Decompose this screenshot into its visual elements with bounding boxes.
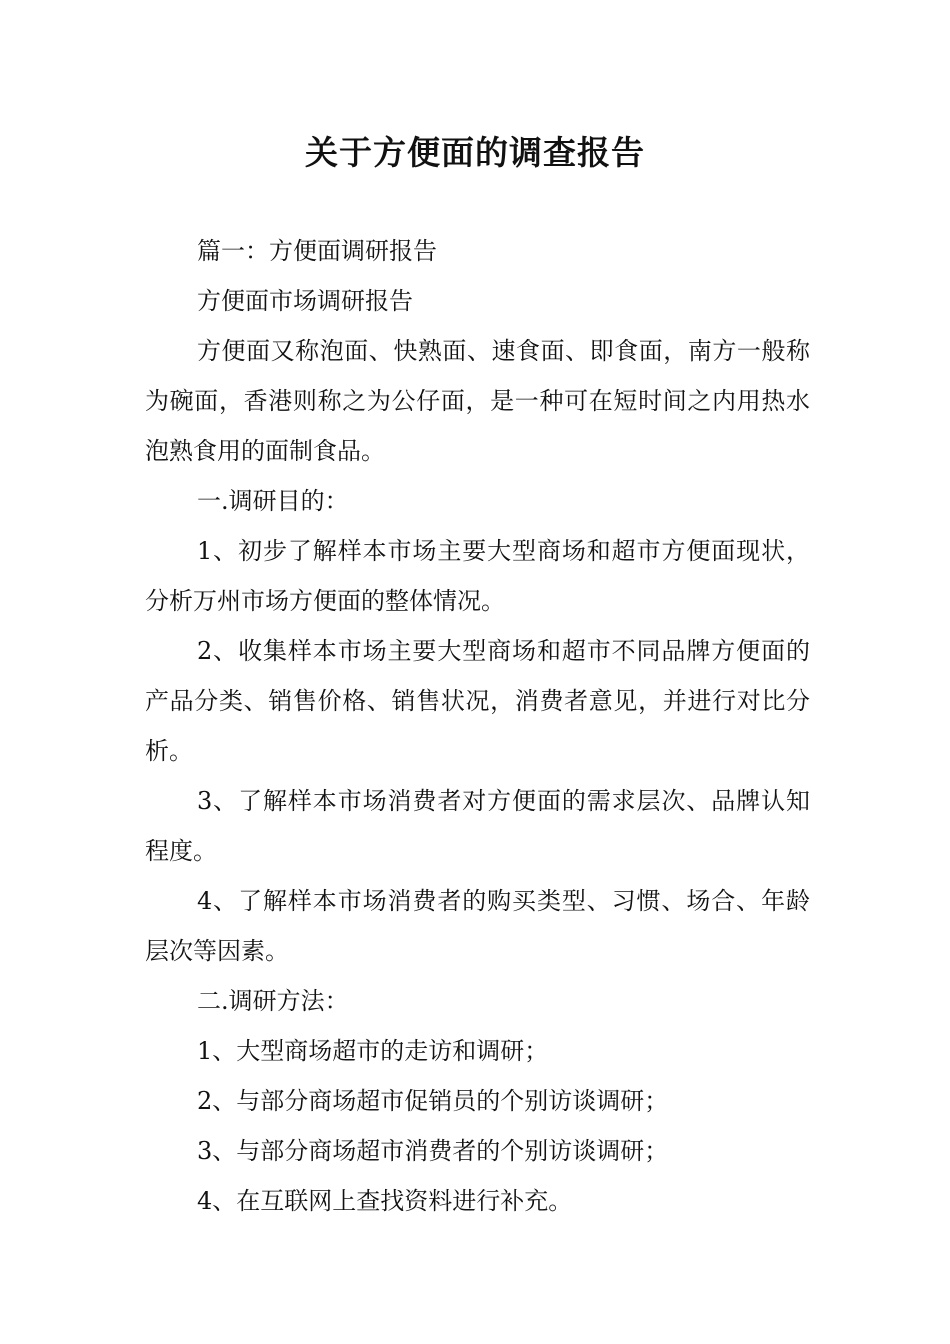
purpose-item-1: 1、初步了解样本市场主要大型商场和超市方便面现状，分析万州市场方便面的整体情况。	[145, 537, 810, 615]
purpose-item-3: 3、了解样本市场消费者对方便面的需求层次、品牌认知程度。	[145, 787, 810, 865]
purpose-item-4: 4、了解样本市场消费者的购买类型、习惯、场合、年龄层次等因素。	[145, 887, 810, 965]
method-item-1: 1、大型商场超市的走访和调研；	[197, 1037, 549, 1065]
heading-method: 二.调研方法：	[197, 987, 349, 1015]
method-item-3: 3、与部分商场超市消费者的个别访谈调研；	[197, 1137, 669, 1165]
method-item-4: 4、在互联网上查找资料进行补充。	[197, 1187, 573, 1215]
report-subtitle: 方便面市场调研报告	[197, 287, 413, 315]
heading-purpose: 一.调研目的：	[197, 487, 349, 515]
method-item-2: 2、与部分商场超市促销员的个别访谈调研；	[197, 1087, 669, 1115]
document-title: 关于方便面的调查报告	[305, 133, 645, 172]
section-heading: 篇一：方便面调研报告	[197, 237, 437, 265]
intro-paragraph: 方便面又称泡面、快熟面、速食面、即食面，南方一般称为碗面，香港则称之为公仔面，是一种可在短时间之内用热水泡熟食用的面制食品。	[145, 337, 810, 465]
document-body	[145, 226, 810, 1226]
purpose-item-2: 2、收集样本市场主要大型商场和超市不同品牌方便面的产品分类、销售价格、销售状况，消费者意见，并进行对比分析。	[145, 637, 810, 765]
